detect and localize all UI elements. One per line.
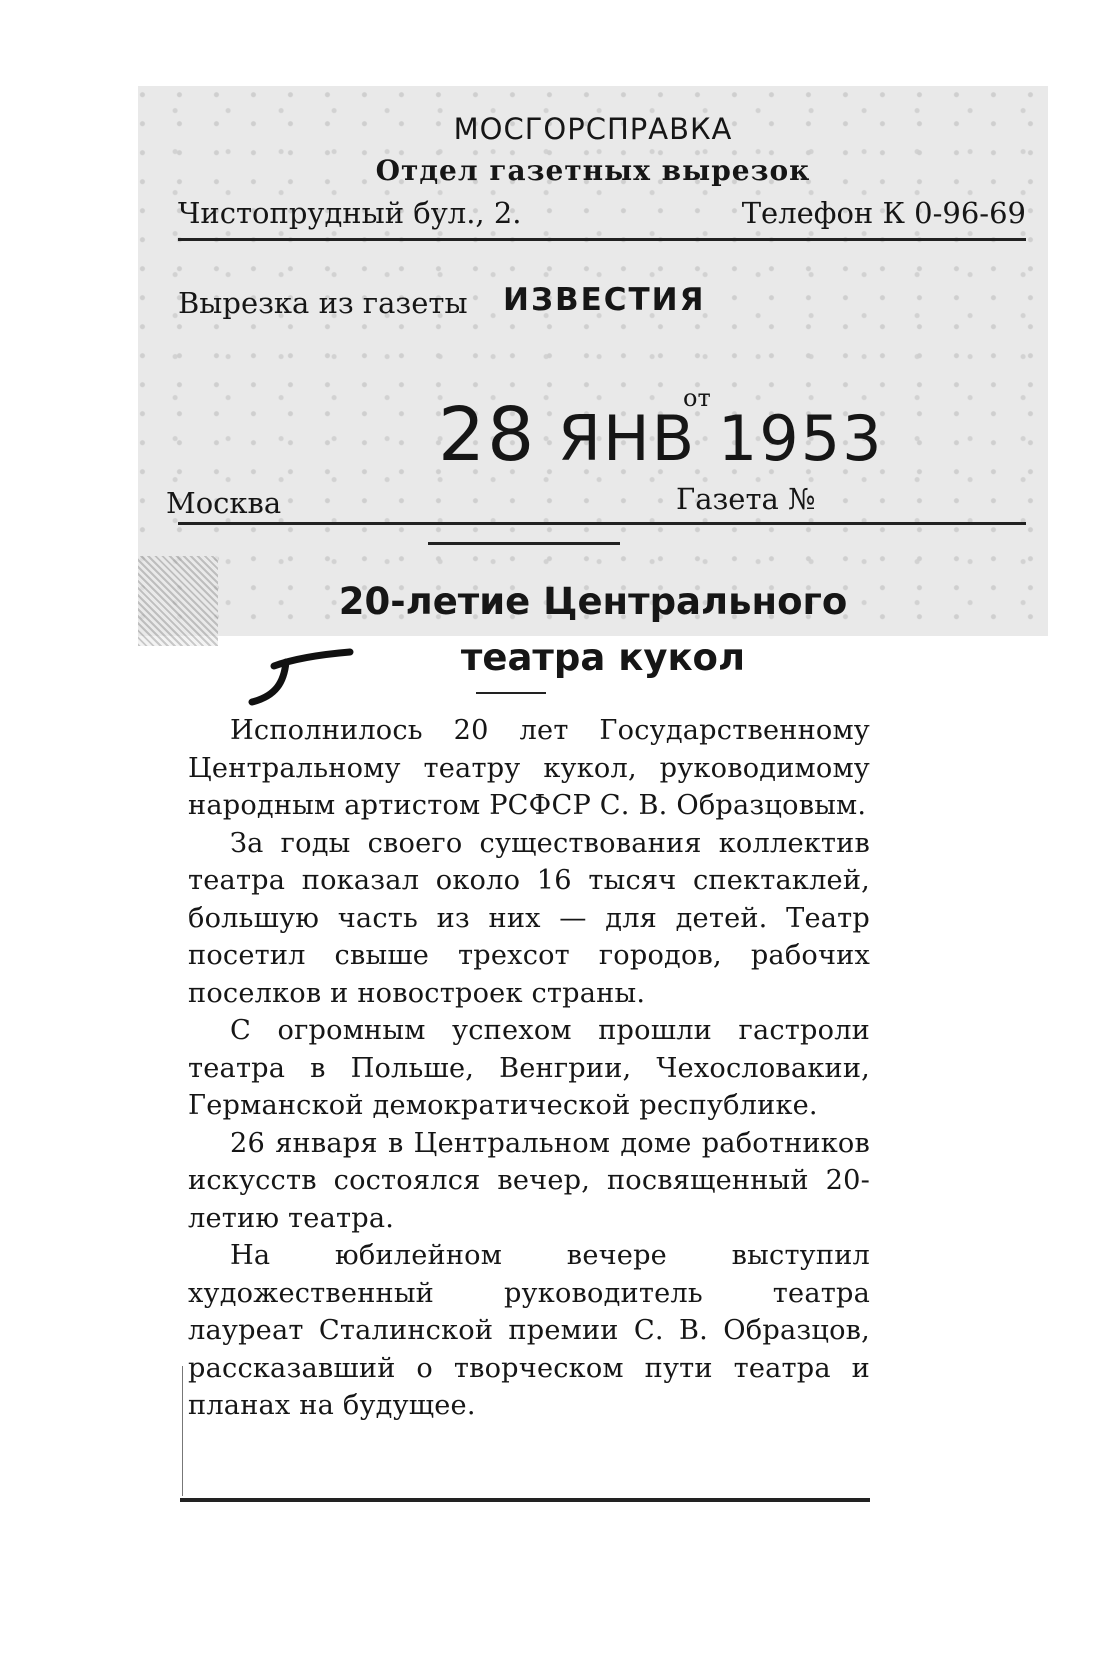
article-title-line1: 20-летие Центрального bbox=[338, 580, 848, 623]
paragraph: За годы своего существования коллектив театра показал около 16 тысяч спектаклей, большую часть из них — для детей. Театр посетил свыше трехсот городов, рабочих поселков и новостроек страны. bbox=[188, 827, 870, 1009]
clipping-edge bbox=[182, 1366, 183, 1496]
paragraph: Исполнилось 20 лет Государственному Центральному театру кукол, руководимому народным артистом РСФСР С. В. Образцовым. bbox=[188, 715, 870, 821]
title-underline bbox=[476, 692, 546, 694]
phone: Телефон К 0-96-69 bbox=[741, 196, 1026, 230]
date-stamp bbox=[438, 392, 884, 478]
organization-name: МОСГОРСПРАВКА bbox=[453, 112, 733, 146]
source-newspaper: ИЗВЕСТИЯ bbox=[503, 282, 706, 318]
paper-number-label: Газета № bbox=[676, 482, 816, 516]
article-title-line2: театра кукол bbox=[460, 636, 746, 679]
source-label: Вырезка из газеты bbox=[178, 286, 468, 320]
paragraph: На юбилейном вечере выступил художественный руководитель театра лауреат Сталинской премии С. В. Образцов, рассказавший о творческом пути театра и планах на будущее. bbox=[188, 1240, 870, 1421]
divider bbox=[428, 542, 620, 545]
article-body bbox=[188, 712, 870, 1425]
clipping-stamp bbox=[138, 86, 1048, 636]
date-month: ЯНВ bbox=[557, 402, 697, 475]
date-day: 28 bbox=[438, 392, 537, 478]
newspaper-clipping bbox=[138, 86, 1048, 1646]
paragraph: С огромным успехом прошли гастроли театра в Польше, Венгрии, Чехословакии, Германской демократической республике. bbox=[188, 1015, 870, 1121]
divider bbox=[178, 522, 1026, 525]
divider bbox=[178, 238, 1026, 241]
address: Чистопрудный бул., 2. bbox=[178, 196, 522, 230]
date-prefix: от bbox=[683, 384, 711, 412]
department-name: Отдел газетных вырезок bbox=[375, 154, 811, 187]
date-year: 1953 bbox=[717, 402, 884, 475]
handwritten-mark-icon bbox=[246, 636, 356, 708]
paragraph: 26 января в Центральном доме работников искусств состоялся вечер, посвященный 20-летию театра. bbox=[188, 1127, 870, 1234]
bottom-rule bbox=[180, 1498, 870, 1502]
city: Москва bbox=[166, 486, 282, 520]
